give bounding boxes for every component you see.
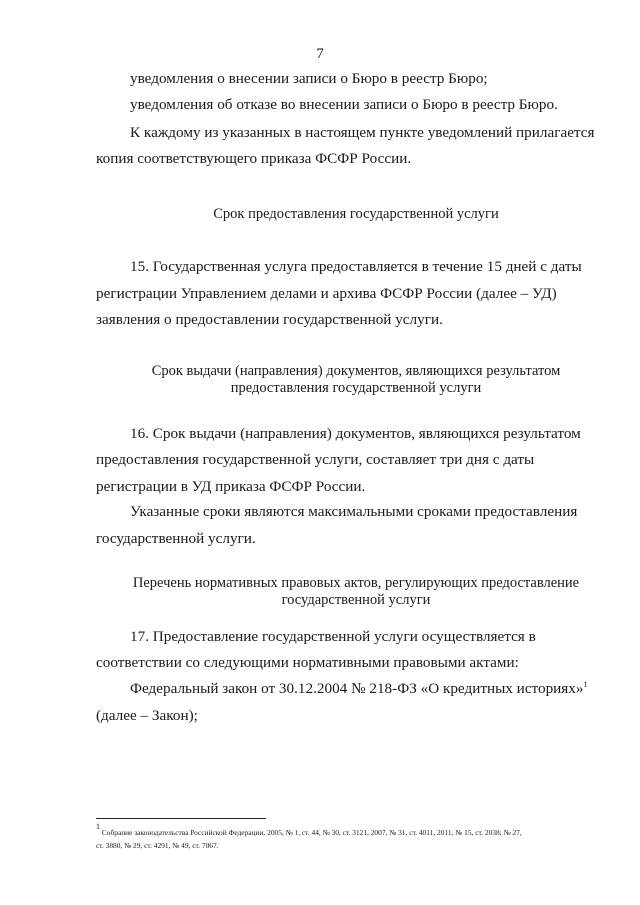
section-heading: Срок предоставления государственной услуги [213, 206, 499, 222]
paragraph-line: соответствии со следующими нормативными правовыми актами: [96, 654, 519, 671]
footnote-marker: 1 [96, 822, 100, 831]
paragraph-line: 16. Срок выдачи (направления) документов, являющихся результатом [130, 425, 581, 442]
paragraph-line: государственной услуги. [96, 530, 256, 547]
paragraph-line: заявления о предоставлении государственной услуги. [96, 311, 443, 328]
paragraph-line: уведомления об отказе во внесении записи о Бюро в реестр Бюро. [130, 96, 558, 113]
footnote-text: Собрание законодательства Российской Федерации, 2005, № 1, ст. 44, № 30, ст. 3121, 2007, № 31, ст. 4011, 2011, № 15, ст. 2038; № 27, [101, 828, 522, 837]
paragraph-line: копия соответствующего приказа ФСФР России. [96, 150, 412, 167]
section-heading: государственной услуги [281, 592, 431, 608]
paragraph-line: 15. Государственная услуга предоставляется в течение 15 дней с даты [130, 258, 582, 275]
law-reference: Федеральный закон от 30.12.2004 № 218-ФЗ «О кредитных историях» [130, 680, 584, 697]
footnote-ref: 1 [583, 680, 588, 689]
paragraph-line: уведомления о внесении записи о Бюро в реестр Бюро; [130, 70, 488, 87]
section-heading: Перечень нормативных правовых актов, регулирующих предоставление [132, 575, 580, 591]
page-number: 7 [316, 46, 324, 62]
paragraph-line [130, 680, 587, 698]
paragraph-line: К каждому из указанных в настоящем пункте уведомлений прилагается [130, 124, 595, 141]
footnote-divider [96, 818, 266, 819]
section-heading: Срок выдачи (направления) документов, являющихся результатом [151, 363, 561, 379]
paragraph-line: 17. Предоставление государственной услуги осуществляется в [130, 628, 536, 645]
paragraph-line: Указанные сроки являются максимальными сроками предоставления [130, 503, 578, 520]
footnote-line: ст. 3880, № 29, ст. 4291, № 49, ст. 7067. [96, 841, 219, 850]
paragraph-line: регистрации в УД приказа ФСФР России. [96, 478, 366, 495]
paragraph-line: (далее – Закон); [96, 707, 198, 724]
footnote [96, 822, 620, 838]
paragraph-line: предоставления государственной услуги, составляет три дня с даты [96, 451, 535, 468]
section-heading: предоставления государственной услуги [230, 380, 482, 396]
paragraph-line: регистрации Управлением делами и архива ФСФР России (далее – УД) [96, 285, 557, 302]
